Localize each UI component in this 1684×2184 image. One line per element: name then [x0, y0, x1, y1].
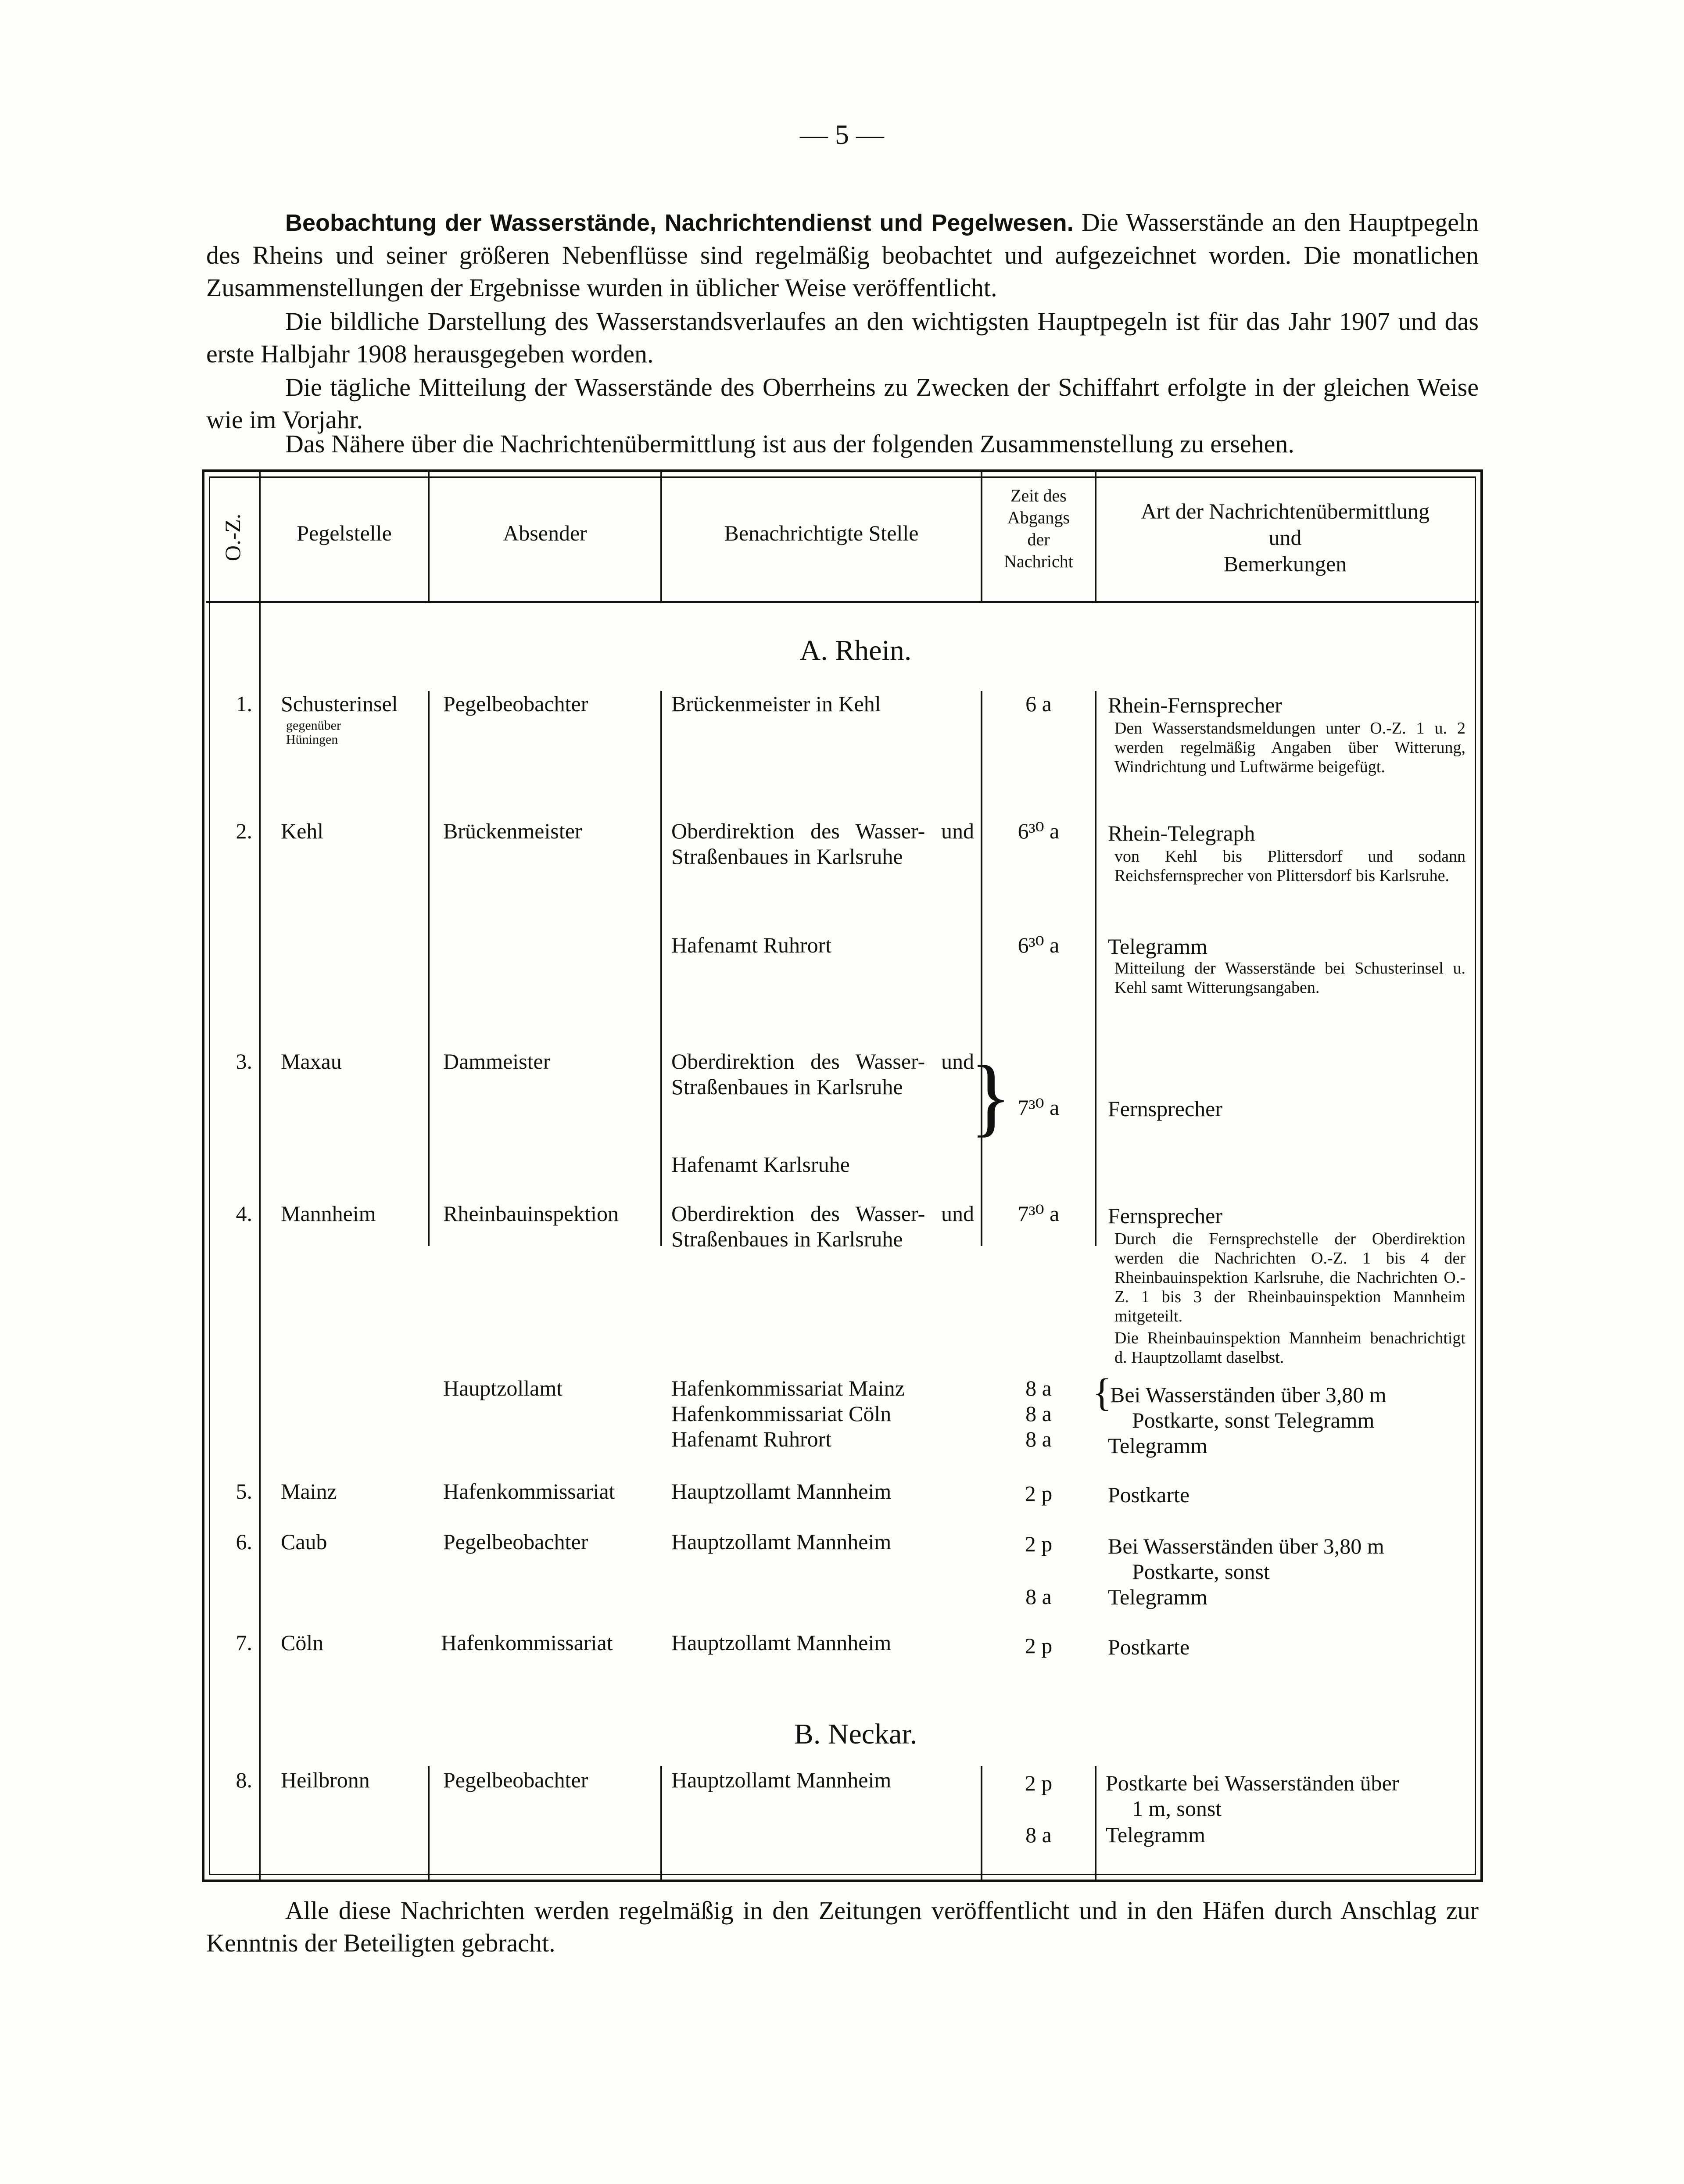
row5-absender: Hafenkommissariat: [443, 1479, 615, 1504]
header-zeit: Zeit des Abgangs der Nachricht: [1004, 486, 1073, 571]
row8-zeit2: 8 a: [1025, 1822, 1052, 1847]
row8-art2: 1 m, sonst: [1132, 1796, 1222, 1821]
row1-note: Den Wasserstandsmeldungen unter O.-Z. 1 u. 2 werden regelmäßig Angaben über Witterung, Windrichtung und Luftwärme beigefügt.: [1114, 719, 1465, 776]
row2-pegel: Kehl: [281, 819, 324, 843]
row6-zeit: 2 p: [1025, 1532, 1053, 1556]
header-art: Art der Nachrichtenübermittlung und Bemerkungen: [1140, 499, 1430, 576]
row6-art3: Telegramm: [1108, 1585, 1207, 1609]
row7-stelle: Hauptzollamt Mannheim: [671, 1630, 892, 1655]
row7-pegel: Cöln: [281, 1630, 324, 1655]
intro-text-2: Die bildliche Darstellung des Wasserstandsverlaufes an den wichtigsten Hauptpegeln ist für das Jahr 1907 und das erste Halbjahr 1908 herausgegeben worden.: [206, 307, 1479, 368]
row1-absender: Pegelbeobachter: [443, 691, 588, 716]
row2-stelle2: Hafenamt Ruhrort: [671, 933, 832, 957]
col-line: [259, 1040, 261, 1882]
row6-stelle: Hauptzollamt Mannheim: [671, 1529, 892, 1554]
row6-art: Bei Wasserständen über 3,80 m: [1108, 1534, 1384, 1558]
row4-stelle-a: Hafenkommissariat Mainz: [671, 1376, 905, 1400]
intro-paragraph-1: [206, 206, 1479, 304]
row4-oz: 4.: [236, 1201, 252, 1226]
row6-absender: Pegelbeobachter: [443, 1529, 588, 1554]
row4-absender: Rheinbauinspektion: [443, 1201, 619, 1226]
row8-absender: Pegelbeobachter: [443, 1768, 588, 1792]
row7-oz: 7.: [236, 1630, 252, 1655]
row2-zeit: 6³⁰ a: [1018, 819, 1060, 843]
brace-icon: {: [1093, 1371, 1112, 1414]
row5-pegel: Mainz: [281, 1479, 337, 1504]
page-number: — 5 —: [800, 119, 884, 150]
row8-stelle: Hauptzollamt Mannheim: [671, 1768, 892, 1792]
row4-note2: Die Rheinbauinspektion Mannheim benachrichtigt d. Hauptzollamt daselbst.: [1114, 1329, 1465, 1367]
row4-pegel: Mannheim: [281, 1201, 376, 1226]
row3-stelle: Oberdirektion des Wasser- und Straßenbaues in Karlsruhe: [671, 1049, 974, 1099]
row2-oz: 2.: [236, 819, 252, 843]
closing-paragraph: [206, 1894, 1479, 1959]
header-rule: [206, 601, 1479, 603]
row3-absender: Dammeister: [443, 1049, 551, 1074]
row4-stelle: Oberdirektion des Wasser- und Straßenbaues in Karlsruhe: [671, 1201, 974, 1251]
row2-art2: Telegramm: [1108, 934, 1207, 959]
intro-text-3: Die tägliche Mitteilung der Wasserstände des Oberrheins zu Zwecken der Schiffahrt erfolgte in der gleichen Weise wie im Vorjahr.: [206, 373, 1479, 434]
closing-text: Alle diese Nachrichten werden regelmäßig in den Zeitungen veröffentlicht und in den Häfen durch Anschlag zur Kenntnis der Beteiligten gebracht.: [206, 1896, 1479, 1957]
intro-text-4: Das Nähere über die Nachrichtenübermittlung ist aus der folgenden Zusammenstellung zu ersehen.: [285, 430, 1294, 458]
intro-paragraph-2: [206, 305, 1479, 370]
row1-zeit: 6 a: [1025, 691, 1052, 716]
header-pegelstelle: Pegelstelle: [297, 521, 392, 545]
row6-oz: 6.: [236, 1529, 252, 1554]
col-line: [981, 691, 982, 1246]
row2-zeit2: 6³⁰ a: [1018, 933, 1060, 957]
header-absender: Absender: [503, 521, 587, 545]
row3-art: Fernsprecher: [1108, 1096, 1222, 1121]
row2-absender: Brückenmeister: [443, 819, 582, 843]
row4-art2: Bei Wasserständen über 3,80 m: [1110, 1382, 1387, 1407]
header-stelle: Benachrichtigte Stelle: [724, 521, 919, 545]
col-line: [428, 1766, 430, 1882]
row6-zeit2: 8 a: [1025, 1584, 1052, 1609]
row3-stelle2: Hafenamt Karlsruhe: [671, 1152, 850, 1177]
row7-absender: Hafenkommissariat: [441, 1630, 613, 1655]
section-neckar: B. Neckar.: [794, 1718, 917, 1750]
row8-zeit: 2 p: [1025, 1771, 1053, 1795]
row1-art: Rhein-Fernsprecher: [1108, 693, 1283, 717]
row8-oz: 8.: [236, 1768, 252, 1792]
col-line: [1095, 1766, 1096, 1882]
row6-pegel: Caub: [281, 1529, 327, 1554]
col-line: [428, 691, 430, 1246]
row3-pegel: Maxau: [281, 1049, 342, 1074]
row8-art3: Telegramm: [1106, 1822, 1205, 1847]
row2-note: von Kehl bis Plittersdorf und sodann Reichsfernsprecher von Plittersdorf bis Karlsruhe.: [1114, 847, 1465, 885]
section-heading: Beobachtung der Wasserstände, Nachrichtendienst und Pegelwesen.: [285, 210, 1074, 236]
row4-zeit-c: 8 a: [1025, 1427, 1052, 1451]
header-oz: O.-Z.: [220, 513, 245, 562]
col-line: [259, 469, 261, 1040]
row5-oz: 5.: [236, 1479, 252, 1504]
row6-art2: Postkarte, sonst: [1132, 1559, 1270, 1584]
brace-icon: }: [970, 1048, 1012, 1145]
row1-pegel: Schusterinsel: [281, 691, 398, 716]
col-line: [660, 691, 662, 1246]
row2-note2: Mitteilung der Wasserstände bei Schusterinsel u. Kehl samt Witterungsangaben.: [1114, 959, 1465, 997]
row8-pegel: Heilbronn: [281, 1768, 370, 1792]
row7-art: Postkarte: [1108, 1635, 1190, 1659]
intro-paragraph-4: [206, 428, 1479, 460]
intro-paragraph-3: [206, 371, 1479, 436]
row2-stelle: Oberdirektion des Wasser- und Straßenbaues in Karlsruhe: [671, 819, 974, 869]
row8-art: Postkarte bei Wasserständen über: [1106, 1771, 1399, 1795]
section-rhein: A. Rhein.: [799, 634, 912, 666]
row5-zeit: 2 p: [1025, 1481, 1053, 1506]
row5-stelle: Hauptzollamt Mannheim: [671, 1479, 892, 1504]
row7-zeit: 2 p: [1025, 1633, 1053, 1658]
col-line: [1095, 691, 1096, 1246]
row4-zeit-b: 8 a: [1025, 1401, 1052, 1426]
row2-art: Rhein-Telegraph: [1108, 821, 1255, 845]
row4-absender2: Hauptzollamt: [443, 1376, 563, 1400]
row4-zeit-a: 8 a: [1025, 1376, 1052, 1400]
row1-oz: 1.: [236, 691, 252, 716]
row3-zeit: 7³⁰ a: [1018, 1095, 1060, 1120]
row4-note: Durch die Fernsprechstelle der Oberdirektion werden die Nachrichten O.-Z. 1 bis 4 der Rheinbauinspektion Karlsruhe, die Nachrichten O.-Z. 1 bis 3 der Rheinbauinspektion Mannheim mitgeteilt.: [1114, 1230, 1465, 1325]
row5-art: Postkarte: [1108, 1482, 1190, 1507]
row4-stelle-b: Hafenkommissariat Cöln: [671, 1401, 892, 1426]
row4-art4: Telegramm: [1108, 1433, 1207, 1458]
row4-stelle-c: Hafenamt Ruhrort: [671, 1427, 832, 1451]
row4-zeit: 7³⁰ a: [1018, 1201, 1060, 1226]
row4-art3: Postkarte, sonst Telegramm: [1132, 1408, 1375, 1432]
row1-pegel-sub: gegenüber Hüningen: [286, 718, 341, 747]
row4-art: Fernsprecher: [1108, 1203, 1222, 1228]
intro-text-1: Die Wasserstände an den Hauptpegeln des Rheins und seiner größeren Nebenflüsse sind regelmäßig beobachtet und aufgezeichnet worden. Die monatlichen Zusammenstellungen der Ergebnisse wurden in üblicher Weise veröffentlicht.: [206, 208, 1479, 302]
col-line: [660, 1766, 662, 1882]
row3-oz: 3.: [236, 1049, 252, 1074]
row1-stelle: Brückenmeister in Kehl: [671, 691, 881, 716]
